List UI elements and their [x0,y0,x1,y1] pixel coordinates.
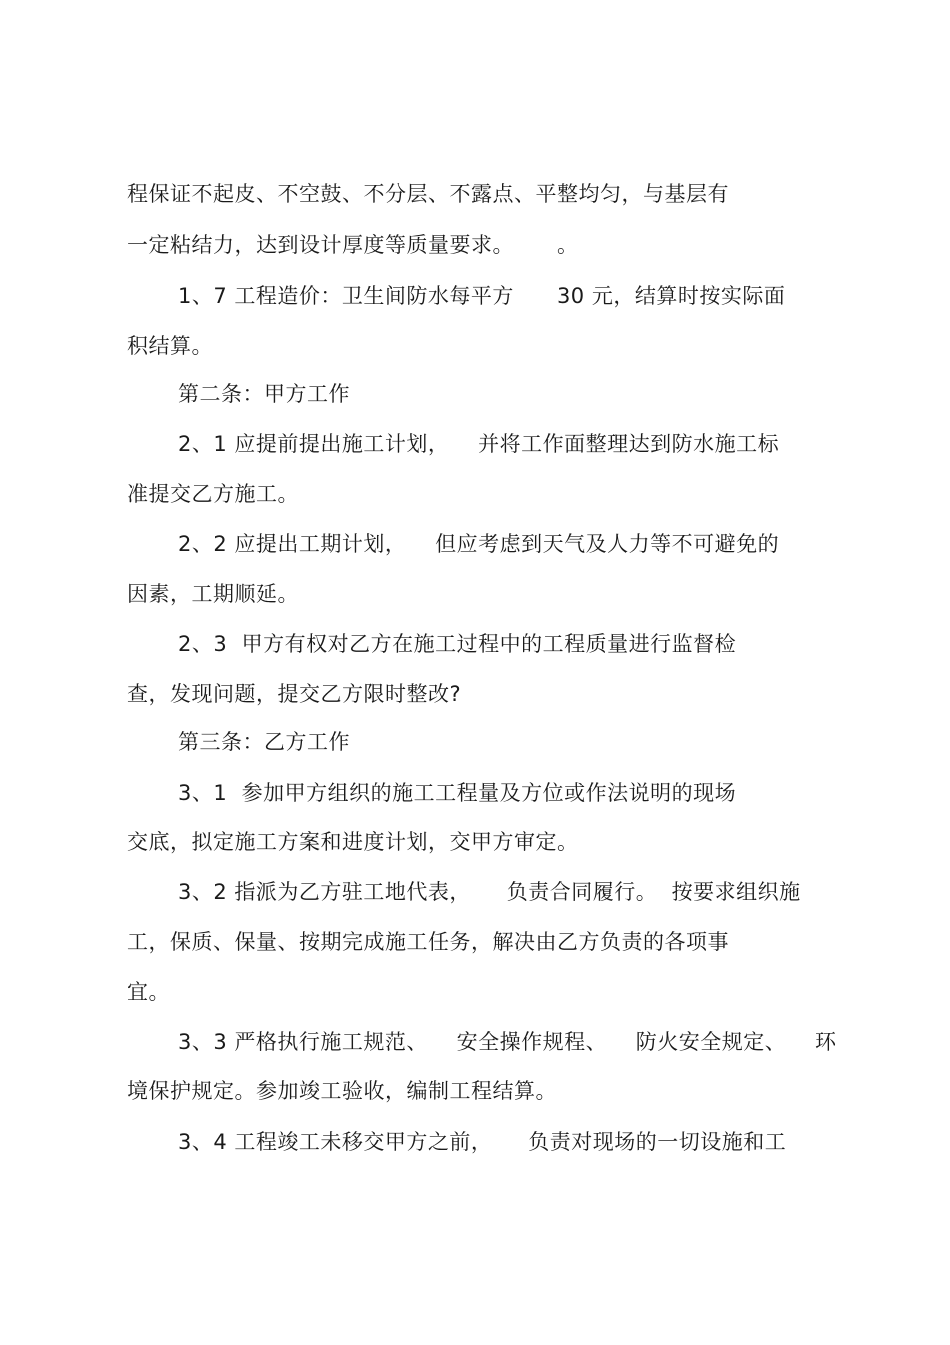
text-line: 工，保质、保量、按期完成施工任务，解决由乙方负责的各项事 [127,930,729,954]
text-line: 3、2 指派为乙方驻工地代表， 负责合同履行。 按要求组织施 [178,880,801,904]
text-line: 2、2 应提出工期计划， 但应考虑到天气及人力等不可避免的 [178,532,780,556]
text-line: 3、1 参加甲方组织的施工工程量及方位或作法说明的现场 [178,781,737,805]
text-line: 2、3 甲方有权对乙方在施工过程中的工程质量进行监督检 [178,632,737,656]
text-line: 1、7 工程造价：卫生间防水每平方 30 元，结算时按实际面 [178,284,786,308]
text-line: 准提交乙方施工。 [127,482,299,506]
section-heading: 第三条：乙方工作 [178,730,350,754]
text-line: 3、4 工程竣工未移交甲方之前， 负责对现场的一切设施和工 [178,1130,787,1154]
text-line: 程保证不起皮、不空鼓、不分层、不露点、平整均匀，与基层有 [127,182,729,206]
text-line: 因素，工期顺延。 [127,582,299,606]
text-line: 一定粘结力，达到设计厚度等质量要求。 。 [127,233,579,257]
text-line: 宜。 [127,980,170,1004]
text-line: 积结算。 [127,334,213,358]
text-line: 交底，拟定施工方案和进度计划，交甲方审定。 [127,830,579,854]
text-line: 境保护规定。参加竣工验收，编制工程结算。 [127,1079,557,1103]
section-heading: 第二条：甲方工作 [178,382,350,406]
text-line: 查，发现问题，提交乙方限时整改? [127,682,462,706]
text-line: 3、3 严格执行施工规范、 安全操作规程、 防火安全规定、 环 [178,1030,837,1054]
text-line: 2、1 应提前提出施工计划， 并将工作面整理达到防水施工标 [178,432,780,456]
